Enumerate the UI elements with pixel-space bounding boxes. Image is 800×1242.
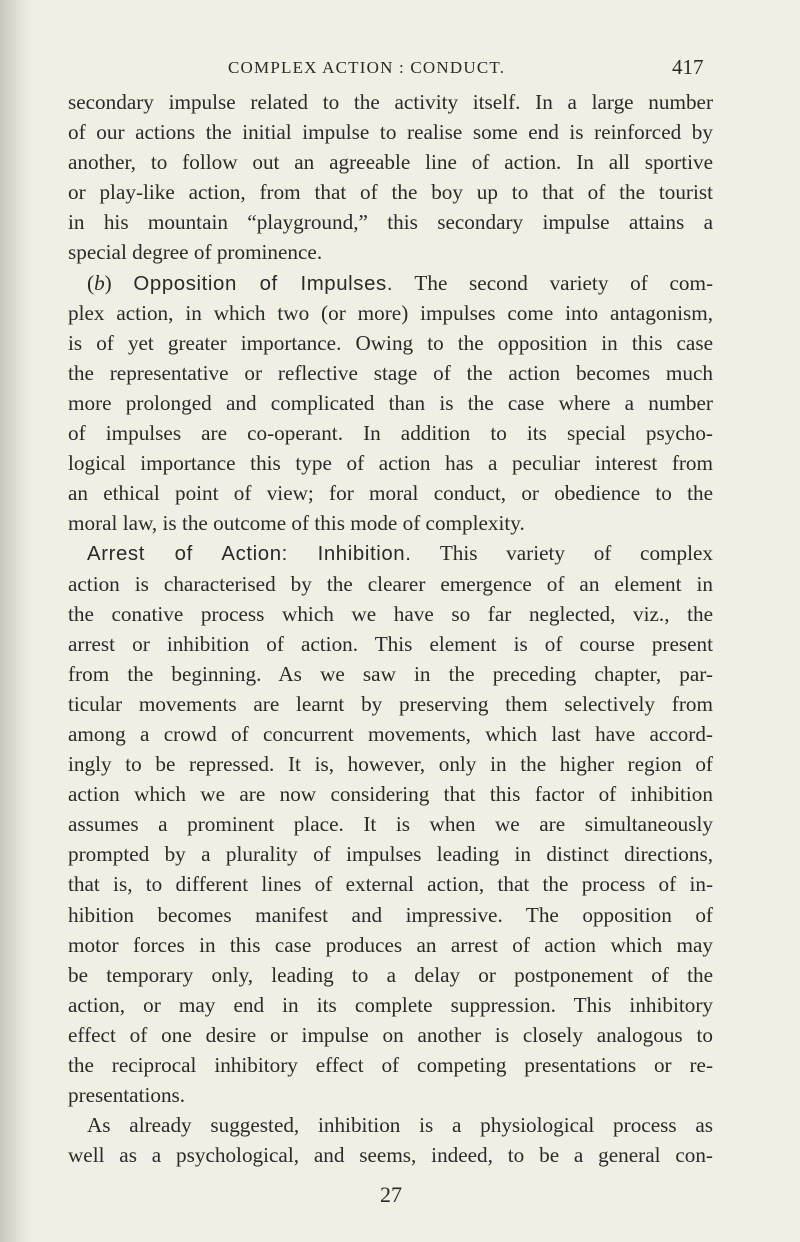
text-line: arrest or inhibition of action. This element is of course present bbox=[68, 631, 713, 656]
text-line: more prolonged and complicated than is the case where a number bbox=[68, 390, 713, 415]
text-line: prompted by a plurality of impulses leading in distinct directions, bbox=[68, 842, 713, 867]
section-heading-trailing-text: This variety of complex bbox=[411, 541, 714, 566]
section-marker-open: ( bbox=[87, 270, 95, 295]
text-line: is of yet greater importance. Owing to the opposition in this case bbox=[68, 330, 713, 355]
text-line: well as a psychological, and seems, indeed, to be a general con- bbox=[68, 1143, 713, 1168]
text-line: the representative or reflective stage of the action becomes much bbox=[68, 360, 713, 385]
text-line: action which we are now considering that this factor of inhibition bbox=[68, 782, 713, 807]
page-header bbox=[0, 55, 800, 88]
text-line: hibition becomes manifest and impressive. The opposition of bbox=[68, 902, 713, 927]
text-line: the conative process which we have so far neglected, viz., the bbox=[68, 601, 713, 626]
running-head: COMPLEX ACTION : CONDUCT. bbox=[228, 58, 506, 77]
text-line: that is, to different lines of external action, that the process of in- bbox=[68, 872, 713, 897]
section-heading-line bbox=[68, 538, 713, 568]
text-line: special degree of prominence. bbox=[68, 240, 323, 265]
text-line: motor forces in this case produces an arrest of action which may bbox=[68, 932, 713, 957]
text-line: of our actions the initial impulse to realise some end is reinforced by bbox=[68, 120, 713, 145]
text-line: from the beginning. As we saw in the preceding chapter, par- bbox=[68, 661, 713, 686]
page-number: 417 bbox=[672, 55, 704, 79]
text-line: moral law, is the outcome of this mode of complexity. bbox=[68, 511, 525, 536]
section-heading-line bbox=[68, 268, 713, 298]
text-line: action, or may end in its complete suppression. This inhibitory bbox=[68, 992, 713, 1017]
text-line: an ethical point of view; for moral conduct, or obedience to the bbox=[68, 481, 713, 506]
text-line: presentations. bbox=[68, 1083, 186, 1108]
body-text bbox=[68, 87, 713, 1170]
text-line: logical importance this type of action has a peculiar interest from bbox=[68, 451, 713, 476]
text-line: the reciprocal inhibitory effect of competing presentations or re- bbox=[68, 1053, 713, 1077]
section-heading: Arrest of Action: Inhibition. bbox=[87, 543, 412, 566]
page-edge-shadow bbox=[0, 0, 34, 1242]
text-line: action is characterised by the clearer emergence of an element in bbox=[68, 571, 713, 596]
text-line: effect of one desire or impulse on another is closely analogous to bbox=[68, 1022, 713, 1047]
text-line: plex action, in which two (or more) impulses come into antagonism, bbox=[68, 300, 713, 325]
text-line: ingly to be repressed. It is, however, only in the higher region of bbox=[68, 752, 713, 777]
text-line: secondary impulse related to the activity itself. In a large number bbox=[68, 90, 713, 114]
text-line: or play-like action, from that of the boy up to that of the tourist bbox=[68, 180, 713, 205]
text-line: assumes a prominent place. It is when we are simultaneously bbox=[68, 812, 713, 837]
text-line: in his mountain “playground,” this secondary impulse attains a bbox=[68, 210, 713, 235]
text-line: of impulses are co-operant. In addition to its special psycho- bbox=[68, 421, 713, 446]
text-line: another, to follow out an agreeable line of action. In all sportive bbox=[68, 150, 713, 175]
section-marker-close: ) bbox=[104, 270, 134, 295]
text-line: be temporary only, leading to a delay or postponement of the bbox=[68, 962, 713, 987]
section-marker-letter: b bbox=[94, 270, 105, 295]
section-heading-trailing-text: The second variety of com- bbox=[393, 270, 713, 295]
text-line: ticular movements are learnt by preserving them selectively from bbox=[68, 691, 713, 716]
section-heading: Opposition of Impulses. bbox=[133, 272, 394, 295]
text-line: among a crowd of concurrent movements, which last have accord- bbox=[68, 721, 713, 746]
text-line: As already suggested, inhibition is a physiological process as bbox=[87, 1113, 713, 1138]
signature-folio: 27 bbox=[380, 1182, 402, 1207]
